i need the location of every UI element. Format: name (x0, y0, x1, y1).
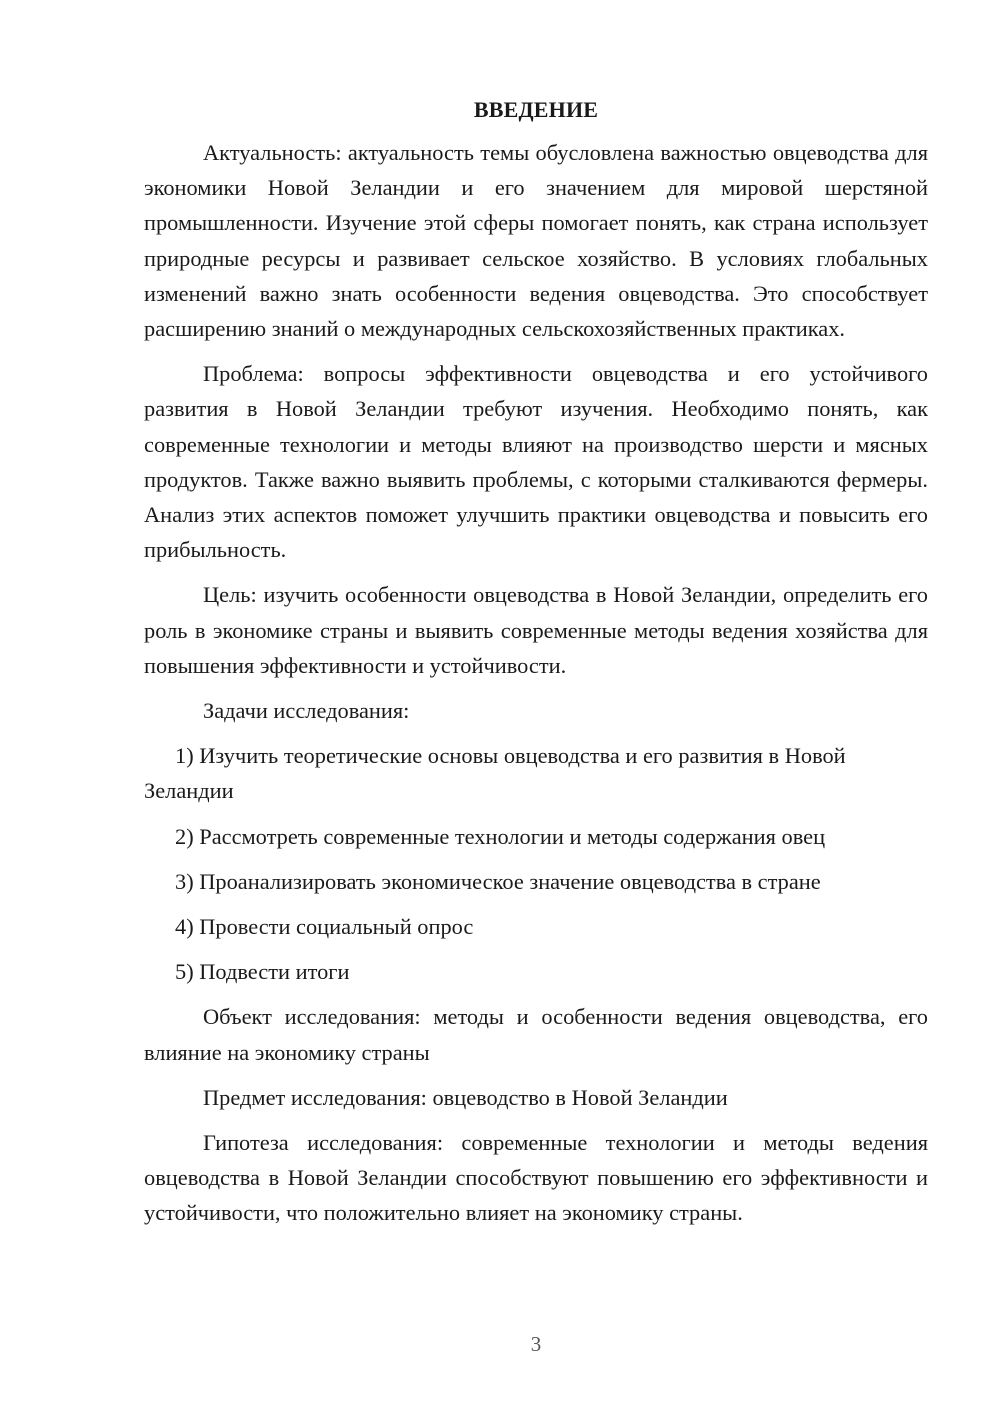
paragraph-hypothesis: Гипотеза исследования: современные технологии и методы ведения овцеводства в Новой Зеландии способствуют повышению его эффективности и устойчивости, что положительно влияет на экономику страны. (144, 1130, 928, 1226)
task-item-3: 3) Проанализировать экономическое значение овцеводства в стране (175, 868, 821, 894)
task-item-5: 5) Подвести итоги (175, 959, 350, 985)
tasks-heading: Задачи исследования: (203, 698, 410, 724)
page-number: 3 (530, 1332, 542, 1356)
task-item-1: 1) Изучить теоретические основы овцеводства и его развития в Новой Зеландии (144, 743, 846, 804)
paragraph-relevance: Актуальность: актуальность темы обусловлена важностью овцеводства для экономики Новой Зеландии и его значением для мировой шерстяной промышленности. Изучение этой сферы помогает понять, как страна использует природные ресурсы и развивает сельское хозяйство. В условиях глобальных изменений важно знать особенности ведения овцеводства. Это способствует расширению знаний о международных сельскохозяйственных практиках. (144, 140, 928, 342)
task-item-2: 2) Рассмотреть современные технологии и методы содержания овец (175, 823, 826, 849)
paragraph-goal: Цель: изучить особенности овцеводства в Новой Зеландии, определить его роль в экономике страны и выявить современные методы ведения хозяйства для повышения эффективности и устойчивости. (144, 582, 928, 678)
task-item-4: 4) Провести социальный опрос (175, 914, 474, 940)
paragraph-subject: Предмет исследования: овцеводство в Новой Зеландии (203, 1084, 728, 1110)
paragraph-problem: Проблема: вопросы эффективности овцеводства и его устойчивого развития в Новой Зеландии требуют изучения. Необходимо понять, как современные технологии и методы влияют на производство шерсти и мясных продуктов. Также важно выявить проблемы, с которыми сталкиваются фермеры. Анализ этих аспектов поможет улучшить практики овцеводства и повысить его прибыльность. (144, 361, 928, 563)
paragraph-object: Объект исследования: методы и особенности ведения овцеводства, его влияние на экономику страны (144, 1004, 928, 1065)
page-body (144, 92, 928, 1231)
page-title: ВВЕДЕНИЕ (473, 97, 599, 122)
